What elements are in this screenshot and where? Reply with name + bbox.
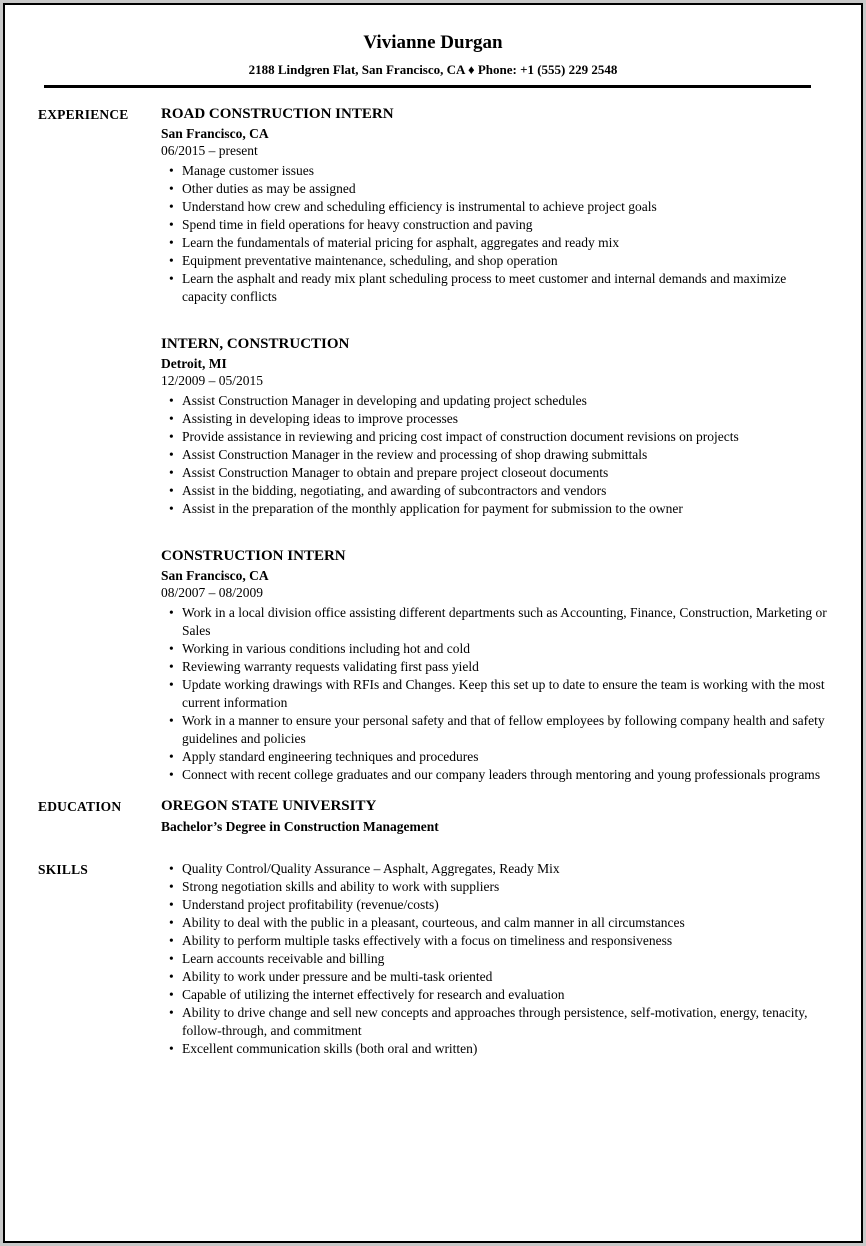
candidate-name: Vivianne Durgan xyxy=(363,32,503,53)
bullet-item: • Update working drawings with RFIs and Changes. Keep this set up to date to ensure the team is working with the most current information xyxy=(182,676,831,712)
job-dates: 06/2015 – present xyxy=(161,143,258,158)
bullet-item: • Quality Control/Quality Assurance – Asphalt, Aggregates, Ready Mix xyxy=(182,860,831,878)
section-skills xyxy=(5,860,861,1058)
skills-label: SKILLS xyxy=(38,862,88,877)
job-title: ROAD CONSTRUCTION INTERN xyxy=(161,106,394,122)
job-title: INTERN, CONSTRUCTION xyxy=(161,336,350,352)
bullet-item: • Learn the fundamentals of material pricing for asphalt, aggregates and ready mix xyxy=(182,234,831,252)
bullet-item: • Work in a manner to ensure your personal safety and that of fellow employees by following company health and safety guidelines and policies xyxy=(182,712,831,748)
bullet-item: • Assist Construction Manager in the review and processing of shop drawing submittals xyxy=(182,446,831,464)
bullet-item: • Understand project profitability (revenue/costs) xyxy=(182,896,831,914)
job-location: San Francisco, CA xyxy=(161,126,269,141)
bullet-item: • Other duties as may be assigned xyxy=(182,180,831,198)
experience-content xyxy=(161,105,831,784)
bullet-item: • Ability to drive change and sell new concepts and approaches through persistence, self-motivation, energy, tenacity, follow-through, and commitment xyxy=(182,1004,831,1040)
resume-header xyxy=(5,32,861,88)
header-divider xyxy=(44,85,811,88)
bullet-item: • Ability to perform multiple tasks effectively with a focus on timeliness and responsiveness xyxy=(182,932,831,950)
bullet-item: • Assist Construction Manager in developing and updating project schedules xyxy=(182,392,831,410)
job-bullet-list xyxy=(161,604,831,784)
bullet-item: • Reviewing warranty requests validating first pass yield xyxy=(182,658,831,676)
job-location: San Francisco, CA xyxy=(161,568,269,583)
experience-label: EXPERIENCE xyxy=(38,107,129,122)
job-location: Detroit, MI xyxy=(161,356,227,371)
section-education xyxy=(5,797,861,836)
section-experience xyxy=(5,105,861,784)
job-entry-road-construction-intern xyxy=(161,105,831,306)
job-entry-intern-construction xyxy=(161,335,831,518)
bullet-item: • Apply standard engineering techniques and procedures xyxy=(182,748,831,766)
bullet-item: • Work in a local division office assisting different departments such as Accounting, Finance, Construction, Marketing or Sales xyxy=(182,604,831,640)
bullet-item: • Excellent communication skills (both oral and written) xyxy=(182,1040,831,1058)
job-bullet-list xyxy=(161,392,831,518)
job-title: CONSTRUCTION INTERN xyxy=(161,548,346,564)
job-bullet-list xyxy=(161,162,831,306)
job-entry-construction-intern xyxy=(161,547,831,784)
bullet-item: • Provide assistance in reviewing and pricing cost impact of construction document revisions on projects xyxy=(182,428,831,446)
education-content xyxy=(161,797,831,836)
bullet-item: • Ability to deal with the public in a pleasant, courteous, and calm manner in all circumstances xyxy=(182,914,831,932)
resume-page xyxy=(3,3,863,1243)
bullet-item: • Connect with recent college graduates and our company leaders through mentoring and young professionals programs xyxy=(182,766,831,784)
bullet-item: • Learn the asphalt and ready mix plant scheduling process to meet customer and internal demands and maximize capacity conflicts xyxy=(182,270,831,306)
education-school: OREGON STATE UNIVERSITY xyxy=(161,798,377,814)
bullet-item: • Understand how crew and scheduling efficiency is instrumental to achieve project goals xyxy=(182,198,831,216)
bullet-item: • Equipment preventative maintenance, scheduling, and shop operation xyxy=(182,252,831,270)
education-degree: Bachelor’s Degree in Construction Management xyxy=(161,819,439,834)
bullet-item: • Manage customer issues xyxy=(182,162,831,180)
job-dates: 12/2009 – 05/2015 xyxy=(161,373,264,388)
skills-content xyxy=(161,860,831,1058)
bullet-item: • Working in various conditions including hot and cold xyxy=(182,640,831,658)
bullet-item: • Strong negotiation skills and ability to work with suppliers xyxy=(182,878,831,896)
bullet-item: • Assist in the preparation of the monthly application for payment for submission to the owner xyxy=(182,500,831,518)
bullet-item: • Assist in the bidding, negotiating, and awarding of subcontractors and vendors xyxy=(182,482,831,500)
skills-bullet-list xyxy=(161,860,831,1058)
bullet-item: • Ability to work under pressure and be multi-task oriented xyxy=(182,968,831,986)
bullet-item: • Learn accounts receivable and billing xyxy=(182,950,831,968)
job-dates: 08/2007 – 08/2009 xyxy=(161,585,264,600)
education-label: EDUCATION xyxy=(38,799,122,814)
bullet-item: • Assisting in developing ideas to improve processes xyxy=(182,410,831,428)
bullet-item: • Assist Construction Manager to obtain and prepare project closeout documents xyxy=(182,464,831,482)
contact-line: 2188 Lindgren Flat, San Francisco, CA ♦ Phone: +1 (555) 229 2548 xyxy=(248,62,618,77)
bullet-item: • Capable of utilizing the internet effectively for research and evaluation xyxy=(182,986,831,1004)
bullet-item: • Spend time in field operations for heavy construction and paving xyxy=(182,216,831,234)
